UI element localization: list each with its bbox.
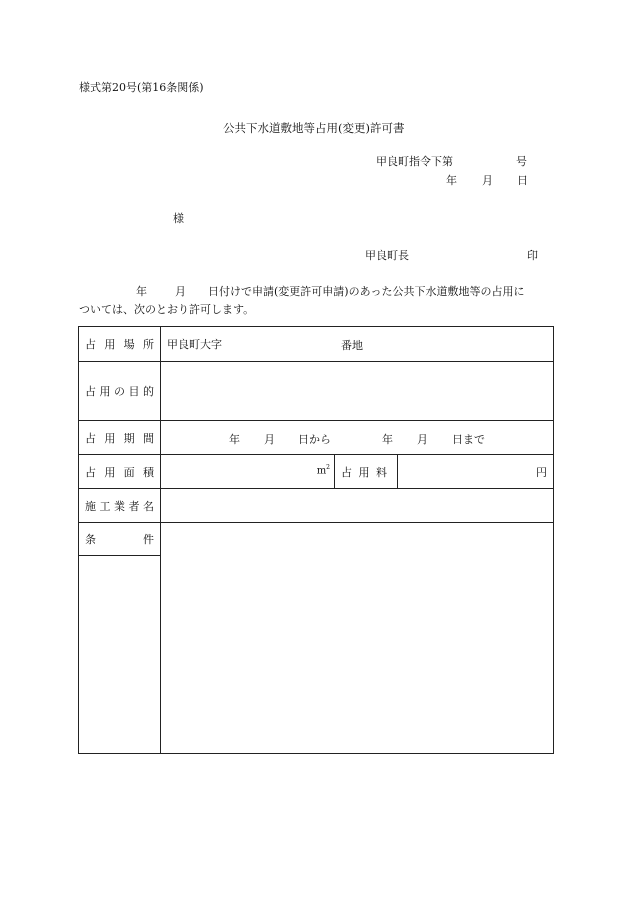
issuer-name: 甲良町長	[365, 249, 409, 262]
label-area: 占 用 面 積	[79, 455, 161, 489]
period-to-year: 年	[382, 432, 393, 446]
intro-text-rest: 日付けで申請(変更許可申請)のあった公共下水道敷地等の占用に	[208, 285, 525, 298]
row-area-fee	[79, 455, 554, 489]
conditions-blank-area	[79, 556, 161, 754]
fee-unit: 円	[536, 466, 548, 479]
period-from-month: 月	[264, 432, 275, 446]
value-period	[161, 421, 554, 455]
value-area	[161, 455, 335, 489]
row-contractor	[79, 489, 554, 523]
label-conditions: 条 件	[79, 523, 161, 556]
intro-month: 月	[175, 285, 186, 298]
reference-number-label: 甲良町指令下第	[376, 155, 453, 168]
value-contractor	[161, 489, 554, 523]
seal-mark: 印	[527, 249, 538, 262]
row-purpose	[79, 362, 554, 421]
value-location	[161, 327, 554, 362]
value-purpose	[161, 362, 554, 421]
issue-date-month: 月	[482, 174, 493, 187]
addressee-suffix: 様	[173, 212, 184, 225]
permit-table	[78, 326, 554, 754]
intro-line-2: ついては、次のとおり許可します。	[79, 303, 255, 316]
value-conditions	[161, 523, 554, 754]
intro-year: 年	[136, 285, 147, 298]
form-number: 様式第20号(第16条関係)	[79, 81, 204, 94]
period-to-day: 日まで	[452, 432, 485, 446]
period-from-year: 年	[229, 432, 240, 446]
period-to-month: 月	[417, 432, 428, 446]
issue-date-year: 年	[446, 174, 457, 187]
label-location: 占 用 場 所	[79, 327, 161, 362]
issue-date-day: 日	[517, 174, 528, 187]
label-fee: 占 用 料	[335, 455, 398, 489]
reference-number-suffix: 号	[516, 155, 527, 168]
row-conditions	[79, 523, 554, 556]
document-title: 公共下水道敷地等占用(変更)許可書	[223, 121, 405, 135]
row-location	[79, 327, 554, 362]
label-purpose: 占 用 の 目 的	[79, 362, 161, 421]
label-period: 占 用 期 間	[79, 421, 161, 455]
value-fee	[398, 455, 554, 489]
row-period	[79, 421, 554, 455]
area-unit: $m^2$	[316, 464, 330, 477]
location-suffix: 番地	[341, 339, 363, 352]
period-from-day: 日から	[298, 432, 331, 446]
label-contractor: 施 工 業 者 名	[79, 489, 161, 523]
location-value: 甲良町大字	[167, 338, 222, 351]
